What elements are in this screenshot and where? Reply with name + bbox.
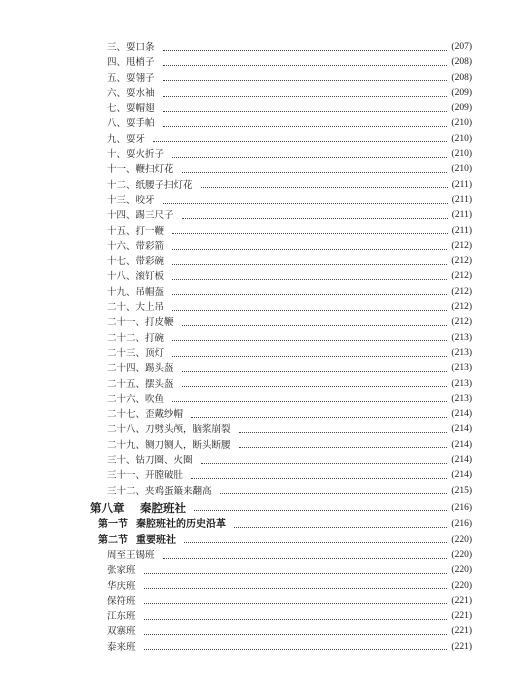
entry-label: 十四、踢三尺子 bbox=[107, 208, 178, 223]
dot-leader bbox=[144, 572, 448, 574]
entry-page-number: (214) bbox=[451, 424, 472, 435]
toc-entry[interactable] bbox=[0, 178, 508, 193]
entry-page-number: (208) bbox=[451, 72, 472, 83]
dot-leader bbox=[172, 339, 447, 341]
entry-label: 十八、滚钉板 bbox=[107, 269, 168, 284]
entry-page-number: (212) bbox=[451, 302, 472, 313]
entry-page-number: (211) bbox=[451, 179, 472, 190]
section-entry[interactable] bbox=[0, 532, 508, 548]
dot-leader bbox=[163, 202, 448, 204]
dot-leader bbox=[172, 293, 447, 295]
entry-page-number: (215) bbox=[451, 485, 472, 496]
troupe-list bbox=[0, 548, 508, 655]
entry-label: 张家班 bbox=[107, 563, 140, 578]
entry-label: 十九、吊帽盔 bbox=[107, 285, 168, 300]
dot-leader bbox=[201, 186, 448, 188]
entry-label: 十、耍火折子 bbox=[107, 147, 168, 162]
section-number: 第二节 bbox=[98, 534, 128, 546]
toc-entry[interactable] bbox=[0, 162, 508, 177]
toc-entry[interactable] bbox=[0, 361, 508, 376]
dot-leader bbox=[163, 64, 448, 66]
entry-page-number: (214) bbox=[451, 455, 472, 466]
troupe-entry[interactable] bbox=[0, 548, 508, 563]
entry-label: 江东班 bbox=[107, 609, 140, 624]
entry-label: 五、耍翎子 bbox=[107, 71, 159, 86]
entry-label: 七、耍帽翅 bbox=[107, 101, 159, 116]
entry-page-number: (212) bbox=[451, 240, 472, 251]
entry-label: 十六、带彩箭 bbox=[107, 239, 168, 254]
toc-entry[interactable] bbox=[0, 239, 508, 254]
dot-leader bbox=[172, 309, 447, 311]
entry-page-number: (212) bbox=[451, 317, 472, 328]
toc-entry[interactable] bbox=[0, 116, 508, 131]
dot-leader bbox=[163, 125, 448, 127]
entry-page-number: (210) bbox=[451, 133, 472, 144]
entry-page-number: (220) bbox=[451, 580, 472, 591]
section-list bbox=[0, 517, 508, 548]
dot-leader bbox=[172, 232, 448, 234]
entry-page-number: (213) bbox=[451, 347, 472, 358]
dot-leader bbox=[144, 633, 448, 635]
entry-label: 三十一、开膛破肚 bbox=[107, 468, 187, 483]
toc-entry[interactable] bbox=[0, 300, 508, 315]
entry-label: 二十二、打碗 bbox=[107, 331, 168, 346]
dot-leader bbox=[182, 370, 448, 372]
toc-entry[interactable] bbox=[0, 147, 508, 162]
entry-label: 六、耍水袖 bbox=[107, 86, 159, 101]
entry-label: 三、耍口条 bbox=[107, 40, 159, 55]
troupe-entry[interactable] bbox=[0, 609, 508, 624]
dot-leader bbox=[172, 263, 447, 265]
entry-page-number: (214) bbox=[451, 409, 472, 420]
dot-leader bbox=[153, 140, 447, 142]
entry-page-number: (221) bbox=[451, 641, 472, 652]
toc-entry[interactable] bbox=[0, 55, 508, 70]
chapter-label bbox=[90, 499, 190, 517]
chapter-number: 第八章 bbox=[90, 500, 125, 515]
entry-label: 二十三、顶灯 bbox=[107, 346, 168, 361]
toc-entry[interactable] bbox=[0, 407, 508, 422]
entry-label: 周至王锡班 bbox=[107, 548, 159, 563]
entry-page-number: (212) bbox=[451, 271, 472, 282]
toc-entry[interactable] bbox=[0, 132, 508, 147]
chapter-page-number: (216) bbox=[451, 502, 472, 513]
dot-leader bbox=[163, 79, 448, 81]
entry-label: 二十一、打皮鞭 bbox=[107, 315, 178, 330]
entry-label: 十五、打一鞭 bbox=[107, 224, 168, 239]
table-of-contents bbox=[0, 40, 508, 655]
entry-page-number: (211) bbox=[451, 210, 472, 221]
entry-page-number: (220) bbox=[451, 565, 472, 576]
dot-leader bbox=[172, 156, 447, 158]
dot-leader bbox=[184, 541, 447, 543]
dot-leader bbox=[172, 400, 447, 402]
dot-leader bbox=[172, 355, 447, 357]
toc-entry[interactable] bbox=[0, 208, 508, 223]
dot-leader bbox=[191, 416, 447, 418]
entry-page-number: (207) bbox=[451, 42, 472, 52]
entry-page-number: (212) bbox=[451, 286, 472, 297]
entry-page-number: (213) bbox=[451, 332, 472, 343]
entry-label: 二十六、吹鱼 bbox=[107, 392, 168, 407]
entry-label: 二十七、歪戴纱帽 bbox=[107, 407, 187, 422]
toc-entry[interactable] bbox=[0, 285, 508, 300]
dot-leader bbox=[144, 618, 448, 620]
dot-leader bbox=[182, 385, 448, 387]
dot-leader bbox=[163, 49, 448, 51]
item-list bbox=[0, 40, 508, 499]
section-title: 重要班社 bbox=[136, 534, 176, 546]
entry-page-number: (213) bbox=[451, 363, 472, 374]
dot-leader bbox=[234, 526, 447, 528]
dot-leader bbox=[201, 462, 448, 464]
dot-leader bbox=[172, 248, 447, 250]
section-title: 秦腔班社的历史沿革 bbox=[136, 519, 226, 530]
dot-leader bbox=[239, 446, 448, 448]
entry-label: 十七、带彩碗 bbox=[107, 254, 168, 269]
entry-page-number: (214) bbox=[451, 470, 472, 481]
entry-page-number: (208) bbox=[451, 57, 472, 68]
entry-label: 九、耍牙 bbox=[107, 132, 149, 147]
troupe-entry[interactable] bbox=[0, 624, 508, 639]
toc-entry[interactable] bbox=[0, 101, 508, 116]
dot-leader bbox=[191, 477, 447, 479]
entry-label: 二十、大上吊 bbox=[107, 300, 168, 315]
toc-entry[interactable] bbox=[0, 40, 508, 55]
toc-entry[interactable] bbox=[0, 269, 508, 284]
entry-page-number: (210) bbox=[451, 118, 472, 129]
section-page-number: (216) bbox=[451, 519, 472, 529]
dot-leader bbox=[194, 509, 447, 511]
dot-leader bbox=[239, 431, 448, 433]
toc-entry[interactable] bbox=[0, 346, 508, 361]
entry-label: 十三、咬牙 bbox=[107, 193, 159, 208]
entry-label: 双寨班 bbox=[107, 624, 140, 639]
entry-label: 三十二、夹鸡蛋簸来翻高 bbox=[107, 484, 216, 499]
toc-entry[interactable] bbox=[0, 453, 508, 468]
entry-page-number: (213) bbox=[451, 393, 472, 404]
entry-page-number: (210) bbox=[451, 149, 472, 160]
section-page-number: (220) bbox=[451, 534, 472, 545]
entry-label: 保符班 bbox=[107, 594, 140, 609]
dot-leader bbox=[144, 587, 448, 589]
dot-leader bbox=[220, 492, 448, 494]
entry-page-number: (221) bbox=[451, 626, 472, 637]
entry-label: 十一、鞭扫灯花 bbox=[107, 162, 178, 177]
dot-leader bbox=[163, 110, 448, 112]
entry-label: 八、耍手帕 bbox=[107, 116, 159, 131]
chapter-title: 秦腔班社 bbox=[140, 500, 186, 515]
dot-leader bbox=[163, 95, 448, 97]
entry-page-number: (220) bbox=[451, 549, 472, 560]
dot-leader bbox=[163, 557, 448, 559]
toc-entry[interactable] bbox=[0, 392, 508, 407]
chapter-entry[interactable] bbox=[0, 499, 508, 517]
section-number: 第一节 bbox=[98, 519, 128, 530]
entry-label: 四、甩梢子 bbox=[107, 55, 159, 70]
entry-label: 泰来班 bbox=[107, 640, 140, 655]
toc-entry[interactable] bbox=[0, 377, 508, 392]
entry-page-number: (212) bbox=[451, 256, 472, 267]
entry-label: 三十、钻刀圈、火圈 bbox=[107, 453, 197, 468]
toc-entry[interactable] bbox=[0, 484, 508, 499]
toc-entry[interactable] bbox=[0, 71, 508, 86]
dot-leader bbox=[144, 602, 448, 604]
troupe-entry[interactable] bbox=[0, 579, 508, 594]
toc-entry[interactable] bbox=[0, 86, 508, 101]
entry-label: 二十五、摆头盔 bbox=[107, 377, 178, 392]
toc-entry[interactable] bbox=[0, 224, 508, 239]
entry-page-number: (210) bbox=[451, 164, 472, 175]
entry-page-number: (221) bbox=[451, 595, 472, 606]
toc-entry[interactable] bbox=[0, 422, 508, 437]
entry-label: 二十九、铡刀铡人，断头断腰 bbox=[107, 438, 235, 453]
toc-entry[interactable] bbox=[0, 468, 508, 483]
toc-entry[interactable] bbox=[0, 438, 508, 453]
troupe-entry[interactable] bbox=[0, 594, 508, 609]
toc-entry[interactable] bbox=[0, 315, 508, 330]
entry-page-number: (209) bbox=[451, 87, 472, 98]
entry-label: 十二、纸腰子扫灯花 bbox=[107, 178, 197, 193]
entry-label: 二十八、刀劈头颅，脑浆崩裂 bbox=[107, 422, 235, 437]
dot-leader bbox=[182, 171, 448, 173]
entry-page-number: (211) bbox=[451, 225, 472, 236]
dot-leader bbox=[144, 648, 448, 650]
dot-leader bbox=[182, 217, 448, 219]
troupe-entry[interactable] bbox=[0, 563, 508, 578]
entry-page-number: (214) bbox=[451, 439, 472, 450]
entry-page-number: (213) bbox=[451, 378, 472, 389]
dot-leader bbox=[172, 278, 447, 280]
entry-label: 华庆班 bbox=[107, 579, 140, 594]
dot-leader bbox=[182, 324, 448, 326]
toc-entry[interactable] bbox=[0, 254, 508, 269]
entry-page-number: (211) bbox=[451, 194, 472, 205]
entry-page-number: (209) bbox=[451, 103, 472, 114]
toc-entry[interactable] bbox=[0, 331, 508, 346]
entry-label: 二十四、踢头盔 bbox=[107, 361, 178, 376]
section-label bbox=[98, 517, 230, 532]
section-entry[interactable] bbox=[0, 517, 508, 533]
section-label bbox=[98, 533, 180, 548]
troupe-entry[interactable] bbox=[0, 640, 508, 655]
toc-entry[interactable] bbox=[0, 193, 508, 208]
entry-page-number: (221) bbox=[451, 611, 472, 622]
